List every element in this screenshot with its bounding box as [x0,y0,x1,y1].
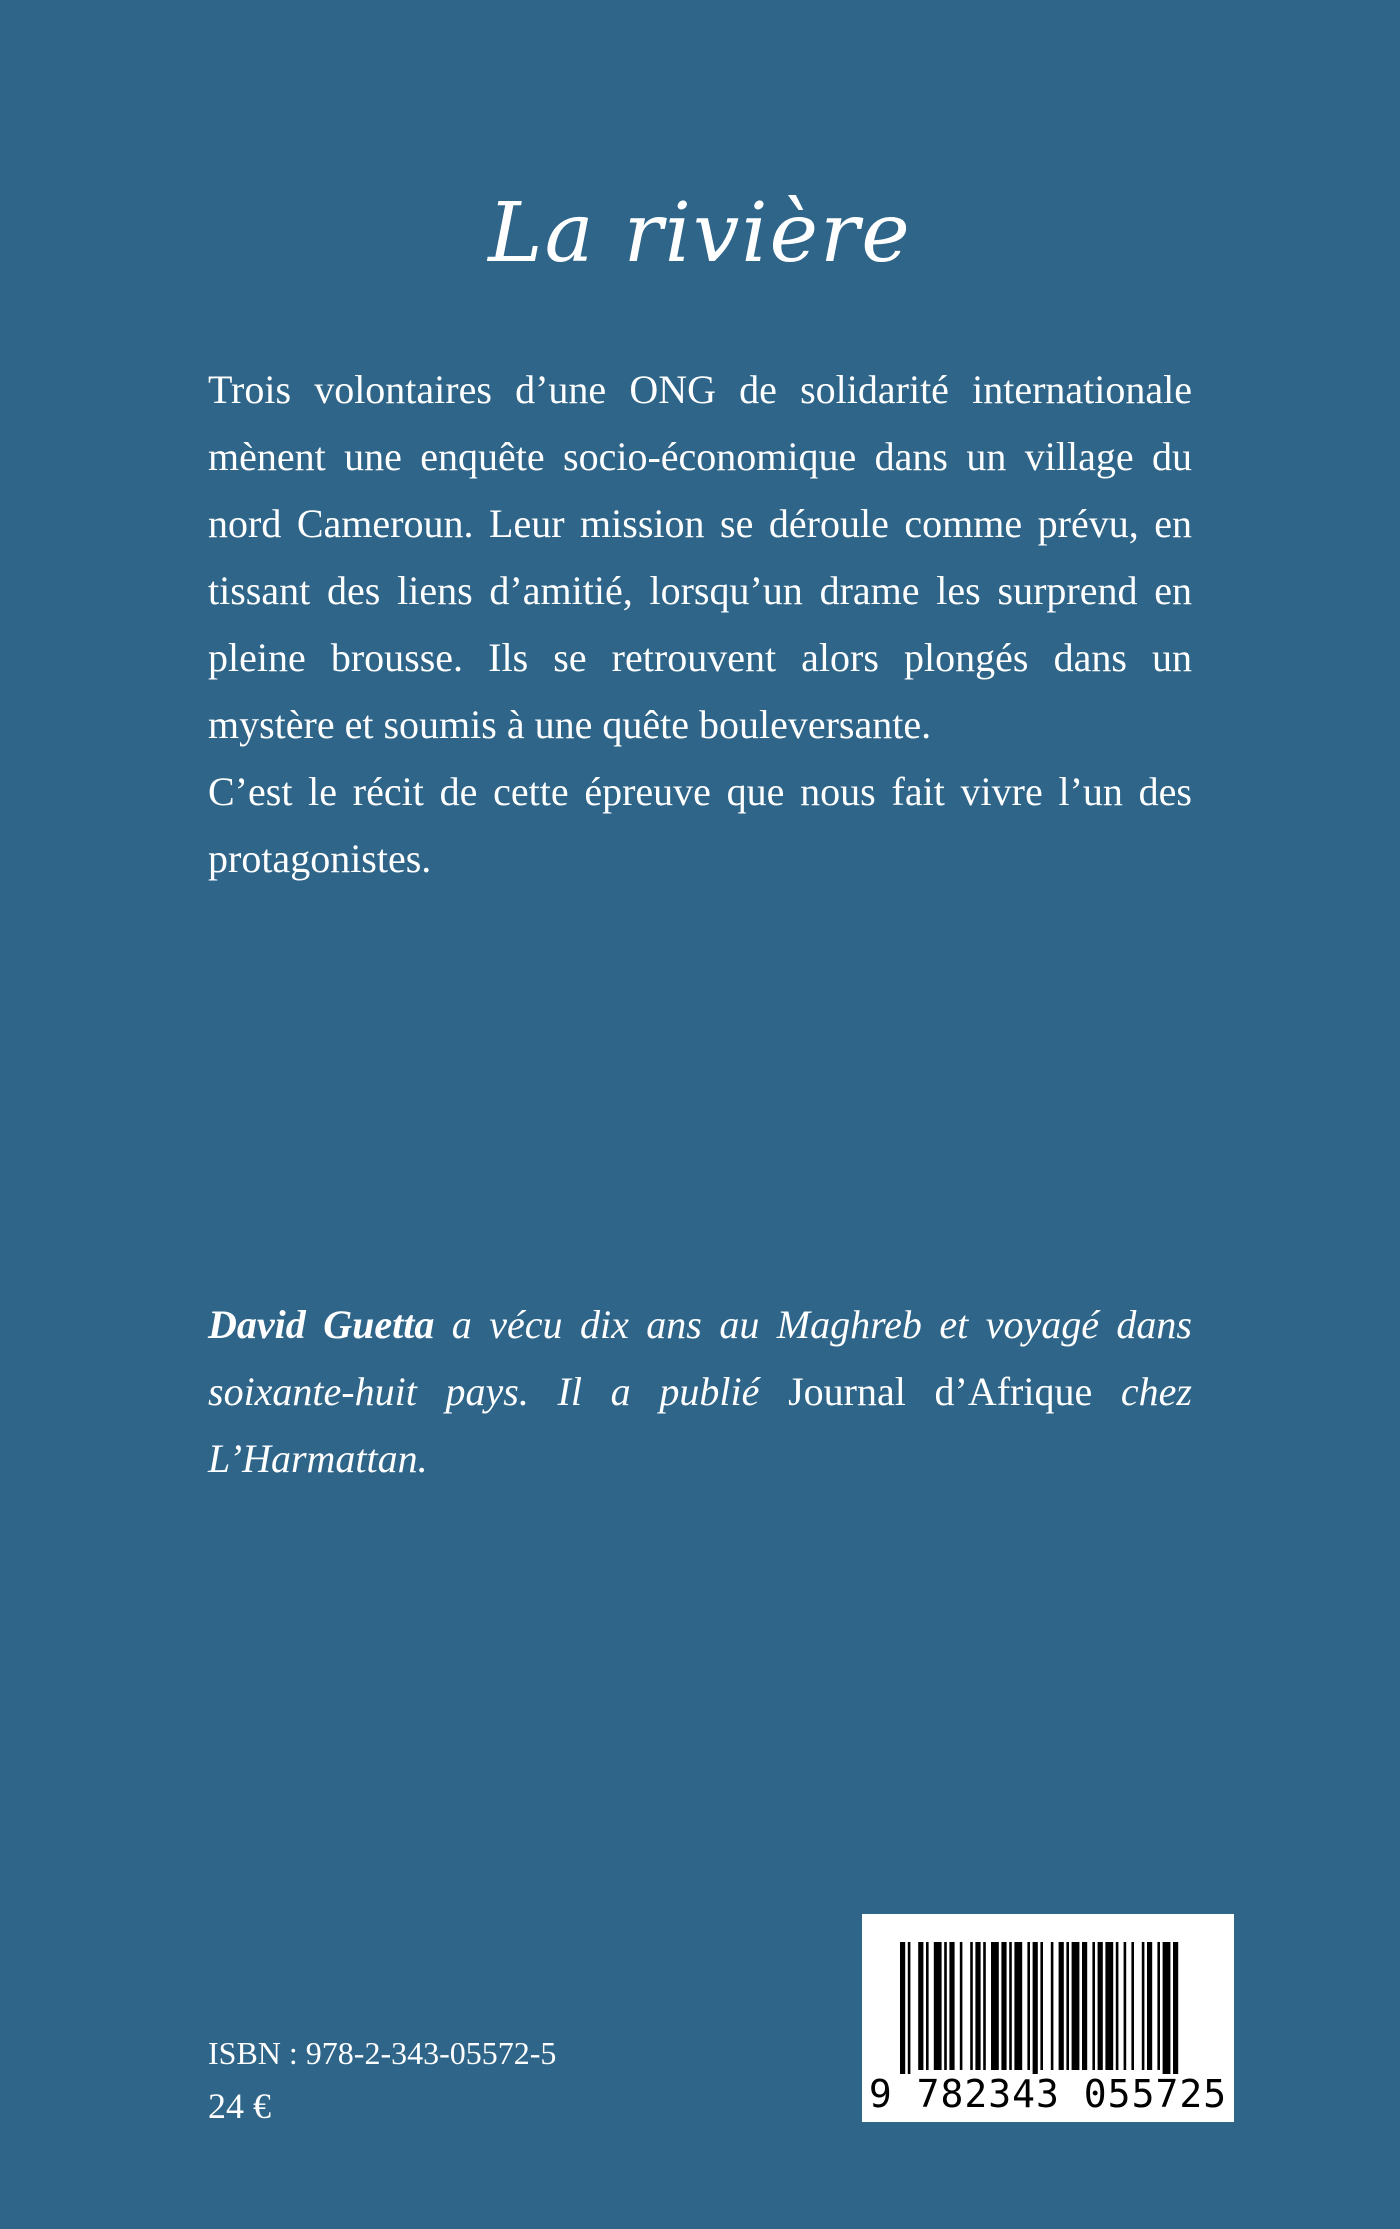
barcode-bar [983,1942,986,2070]
published-book-title: Journal d’Afrique [788,1369,1093,1414]
author-name: David Guetta [208,1302,435,1347]
barcode-bar [1092,1942,1095,2070]
barcode-bar [1163,1942,1171,2074]
price: 24 € [208,2086,271,2126]
barcode-bar [1066,1942,1069,2070]
barcode-bar [1116,1942,1119,2070]
author-bio-text: chez L’Harmattan. [208,1369,1193,1481]
barcode-bar [1082,1942,1087,2070]
barcode-bar [1147,1942,1152,2070]
author-bio-text: a vécu dix ans au Maghreb et voyagé dans soixante-huit pays. Il a publié [208,1302,1192,1414]
barcode-bar [1142,1942,1145,2070]
barcode-digits: 9 782343 055725 [868,2072,1228,2116]
barcode-bar [1040,1942,1043,2070]
book-title: La rivière [488,186,912,281]
barcode-bar [970,1942,973,2070]
barcode-bar [1001,1942,1006,2070]
isbn: ISBN : 978-2-343-05572-5 [208,2035,557,2071]
barcode-bar [1131,1942,1134,2070]
barcode-bar [1059,1942,1064,2070]
synopsis-paragraph: C’est le récit de cette épreuve que nous fait vivre l’un des protagonistes. [208,769,1192,881]
barcode-bar [908,1942,911,2074]
barcode-bar [1072,1942,1080,2070]
author-bio [208,1291,1192,1492]
barcode-bar [918,1942,923,2070]
barcode-icon [862,1914,1234,2074]
barcode-bar [944,1942,947,2070]
barcode-bar [934,1942,942,2070]
barcode-bar [1098,1942,1103,2070]
synopsis [208,356,1192,892]
barcode-bar [1157,1942,1160,2070]
barcode-bar [1105,1942,1113,2070]
barcode-bar [1124,1942,1127,2070]
barcode [862,1914,1234,2122]
barcode-bar [1033,1942,1038,2074]
barcode-bar [1014,1942,1022,2070]
barcode-bar [949,1942,954,2070]
barcode-bar [1173,1942,1178,2074]
barcode-bar [1051,1942,1054,2070]
barcode-bar [926,1942,929,2070]
barcode-bar [991,1942,999,2070]
synopsis-paragraph: Trois volontaires d’une ONG de solidarité internationale mènent une enquête socio-économique dans un village du nord Cameroun. Leur mission se déroule comme prévu, en tissant des liens d’amitié, lorsqu’un drame les surprend en pleine brousse. Ils se retrouvent alors plongés dans un mystère et soumis à une quête bouleversante. [208,367,1192,747]
barcode-bar [960,1942,963,2070]
barcode-bar [975,1942,980,2070]
barcode-bar [1027,1942,1030,2070]
barcode-bar [900,1942,905,2074]
barcode-bar [1009,1942,1012,2070]
